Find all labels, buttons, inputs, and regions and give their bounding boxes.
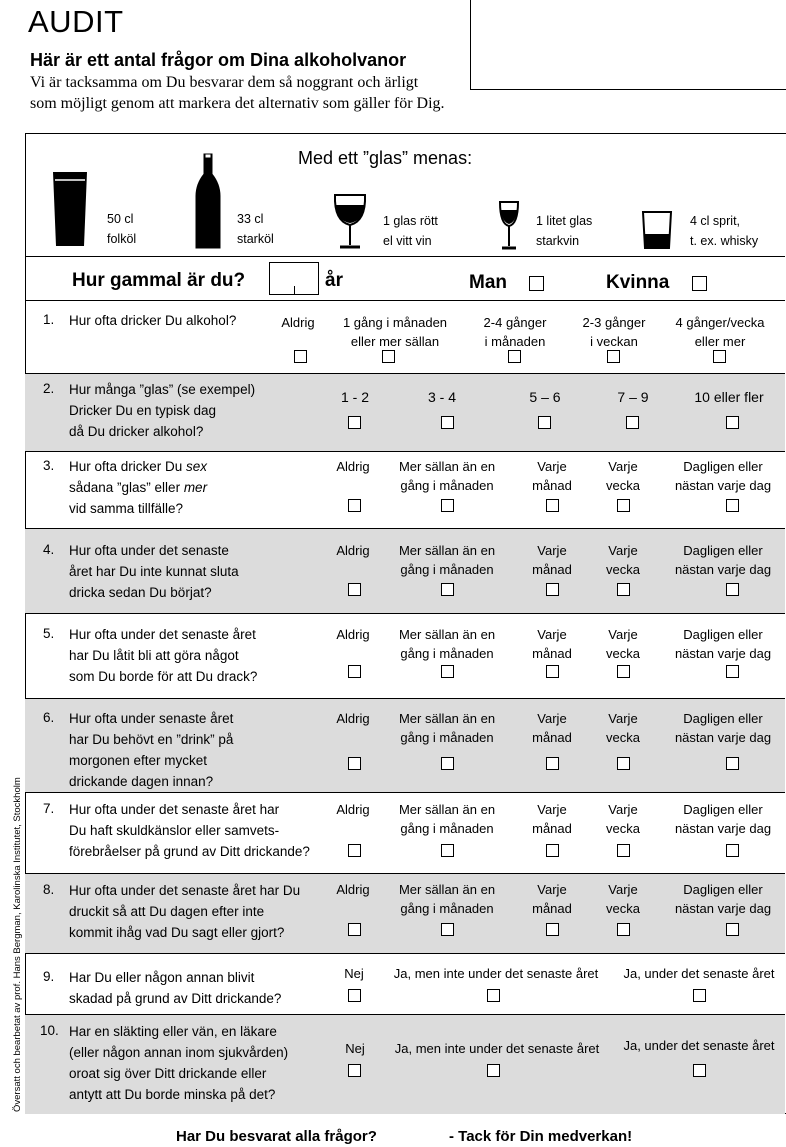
- answer-checkbox[interactable]: [348, 583, 361, 596]
- option-label: Dagligen eller nästan varje dag: [674, 543, 772, 577]
- answer-checkbox[interactable]: [441, 844, 454, 857]
- beer-glass-label: 50 cl folköl: [107, 212, 137, 246]
- beer-glass-icon: [50, 170, 90, 250]
- option-label: 3 - 4: [427, 389, 457, 405]
- option-label: Dagligen eller nästan varje dag: [674, 627, 772, 661]
- option-label: Mer sällan än en gång i månaden: [398, 543, 496, 577]
- answer-checkbox[interactable]: [693, 989, 706, 1002]
- option-label: 7 – 9: [617, 389, 649, 405]
- option-label: Dagligen eller nästan varje dag: [674, 459, 772, 493]
- option-label: Varje månad: [532, 711, 572, 745]
- option-label: 5 – 6: [529, 389, 561, 405]
- answer-checkbox[interactable]: [726, 923, 739, 936]
- female-checkbox[interactable]: [692, 276, 707, 291]
- answer-checkbox[interactable]: [441, 583, 454, 596]
- answer-checkbox[interactable]: [626, 416, 639, 429]
- answer-checkbox[interactable]: [546, 499, 559, 512]
- option-label: Varje vecka: [606, 711, 640, 745]
- answer-checkbox[interactable]: [348, 1064, 361, 1077]
- spirit-glass-icon: [641, 210, 673, 250]
- answer-checkbox[interactable]: [546, 923, 559, 936]
- option-label: 4 gånger/vecka eller mer: [675, 315, 765, 349]
- question-text: Har Du eller någon annan blivit skadad på grund av Ditt drickande?: [69, 970, 282, 1006]
- answer-checkbox[interactable]: [546, 757, 559, 770]
- question-text: Hur ofta dricker Du alkohol?: [69, 313, 237, 328]
- answer-checkbox[interactable]: [726, 757, 739, 770]
- answer-checkbox[interactable]: [348, 757, 361, 770]
- option-label: Varje månad: [532, 802, 572, 836]
- option-label: Varje månad: [532, 882, 572, 916]
- option-label: Varje vecka: [606, 543, 640, 577]
- intro-text-line1: Vi är tacksamma om Du besvarar dem så noggrant och ärligt: [30, 74, 419, 91]
- answer-checkbox[interactable]: [441, 499, 454, 512]
- question-text: Hur ofta under det senaste året har Du haft skuldkänslor eller samvets- förebråelser på grund av Ditt drickande?: [69, 802, 310, 859]
- answer-checkbox[interactable]: [617, 923, 630, 936]
- spirit-glass-label: 4 cl sprit, t. ex. whisky: [690, 214, 759, 248]
- option-label: Ja, men inte under det senaste året: [393, 966, 599, 981]
- age-input[interactable]: [269, 262, 319, 295]
- answer-checkbox[interactable]: [441, 665, 454, 678]
- answer-checkbox[interactable]: [294, 350, 307, 363]
- option-label: 2-4 gånger i månaden: [483, 315, 547, 349]
- question-text: Hur ofta under det senaste året har Du låtit bli att göra något som Du borde för att Du drack?: [69, 627, 258, 684]
- option-label: Varje månad: [532, 459, 572, 493]
- answer-checkbox[interactable]: [726, 844, 739, 857]
- answer-checkbox[interactable]: [348, 844, 361, 857]
- answer-checkbox[interactable]: [726, 416, 739, 429]
- option-label: 1 - 2: [340, 389, 370, 405]
- option-label: Dagligen eller nästan varje dag: [674, 711, 772, 745]
- answer-checkbox[interactable]: [508, 350, 521, 363]
- id-box[interactable]: [470, 0, 786, 90]
- question-number: 7.: [43, 801, 55, 816]
- answer-checkbox[interactable]: [607, 350, 620, 363]
- answer-checkbox[interactable]: [546, 844, 559, 857]
- answer-checkbox[interactable]: [546, 583, 559, 596]
- option-label: Aldrig: [336, 543, 370, 558]
- option-label: Varje vecka: [606, 882, 640, 916]
- footer-thanks: - Tack för Din medverkan!: [449, 1128, 633, 1145]
- answer-checkbox[interactable]: [726, 499, 739, 512]
- question-text: Hur ofta under det senaste året har Du druckit så att Du dagen efter inte kommit ihåg vad Du sagt eller gjort?: [69, 883, 301, 940]
- bottle-icon: [193, 152, 223, 252]
- option-label: Nej: [344, 966, 364, 981]
- fortified-wine-glass-icon: [498, 200, 520, 252]
- answer-checkbox[interactable]: [546, 665, 559, 678]
- answer-checkbox[interactable]: [693, 1064, 706, 1077]
- answer-checkbox[interactable]: [617, 844, 630, 857]
- option-label: Dagligen eller nästan varje dag: [674, 802, 772, 836]
- answer-checkbox[interactable]: [538, 416, 551, 429]
- answer-checkbox[interactable]: [382, 350, 395, 363]
- fortified-wine-label: 1 litet glas starkvin: [536, 214, 593, 248]
- question-number: 4.: [43, 542, 55, 557]
- answer-checkbox[interactable]: [617, 583, 630, 596]
- wine-glass-icon: [332, 193, 368, 251]
- option-label: Varje månad: [532, 627, 572, 661]
- answer-checkbox[interactable]: [617, 499, 630, 512]
- question-number: 5.: [43, 626, 55, 641]
- answer-checkbox[interactable]: [441, 923, 454, 936]
- option-label: Mer sällan än en gång i månaden: [398, 627, 496, 661]
- option-label: Aldrig: [281, 315, 315, 330]
- option-label: Aldrig: [336, 711, 370, 726]
- answer-checkbox[interactable]: [348, 499, 361, 512]
- form-title: AUDIT: [28, 4, 124, 39]
- glass-heading: Med ett ”glas” menas:: [298, 148, 473, 168]
- question-number: 10.: [40, 1023, 59, 1038]
- wine-glass-label: 1 glas rött el vitt vin: [383, 214, 438, 248]
- answer-checkbox[interactable]: [726, 583, 739, 596]
- answer-checkbox[interactable]: [348, 923, 361, 936]
- answer-checkbox[interactable]: [348, 989, 361, 1002]
- question-text: Har en släkting eller vän, en läkare (eller någon annan inom sjukvården) oroat sig över Ditt drickande eller antytt att Du borde minska på det?: [69, 1024, 289, 1102]
- answer-checkbox[interactable]: [441, 416, 454, 429]
- option-label: Aldrig: [336, 627, 370, 642]
- option-label: Varje vecka: [606, 802, 640, 836]
- option-label: 1 gång i månaden eller mer sällan: [342, 315, 448, 349]
- option-label: Dagligen eller nästan varje dag: [674, 882, 772, 916]
- option-label: Varje månad: [532, 543, 572, 577]
- answer-checkbox[interactable]: [617, 665, 630, 678]
- side-credit-text: Översatt och bearbetat av prof. Hans Bergman, Karolinska Institutet, Stockholm: [12, 777, 23, 1112]
- option-label: Nej: [345, 1041, 365, 1056]
- question-number: 9.: [43, 969, 55, 984]
- option-label: Mer sällan än en gång i månaden: [398, 711, 496, 745]
- bottle-label: 33 cl starköl: [237, 212, 274, 246]
- option-label: Aldrig: [336, 459, 370, 474]
- option-label: Varje vecka: [606, 627, 640, 661]
- option-label: Ja, under det senaste året: [623, 966, 775, 981]
- male-checkbox[interactable]: [529, 276, 544, 291]
- question-number: 2.: [43, 381, 55, 396]
- question-number: 1.: [43, 312, 55, 327]
- male-label: Man: [469, 272, 507, 293]
- answer-checkbox[interactable]: [617, 757, 630, 770]
- footer-question: Har Du besvarat alla frågor?: [176, 1128, 377, 1145]
- option-label: 10 eller fler: [694, 389, 764, 405]
- option-label: Ja, men inte under det senaste året: [394, 1041, 600, 1056]
- answer-checkbox[interactable]: [441, 757, 454, 770]
- question-text: Hur många ”glas” (se exempel) Dricker Du en typisk dag då Du dricker alkohol?: [69, 382, 256, 439]
- answer-checkbox[interactable]: [713, 350, 726, 363]
- option-label: Ja, under det senaste året: [623, 1038, 775, 1053]
- question-number: 8.: [43, 882, 55, 897]
- option-label: Mer sällan än en gång i månaden: [398, 882, 496, 916]
- answer-checkbox[interactable]: [487, 1064, 500, 1077]
- female-label: Kvinna: [606, 272, 670, 293]
- option-label: Varje vecka: [606, 459, 640, 493]
- question-number: 6.: [43, 710, 55, 725]
- age-unit: år: [325, 270, 343, 291]
- question-text: Hur ofta under senaste året har Du behövt en ”drink” på morgonen efter mycket drickande dagen innan?: [69, 711, 234, 789]
- form-subtitle: Här är ett antal frågor om Dina alkoholvanor: [30, 50, 407, 70]
- option-label: Mer sällan än en gång i månaden: [398, 802, 496, 836]
- option-label: Mer sällan än en gång i månaden: [398, 459, 496, 493]
- answer-checkbox[interactable]: [348, 665, 361, 678]
- answer-checkbox[interactable]: [487, 989, 500, 1002]
- age-label: Hur gammal är du?: [72, 270, 246, 291]
- option-label: Aldrig: [336, 882, 370, 897]
- question-number: 3.: [43, 458, 55, 473]
- option-label: Aldrig: [336, 802, 370, 817]
- question-text: Hur ofta dricker Du sex sådana ”glas” eller mer vid samma tillfälle?: [69, 459, 208, 516]
- answer-checkbox[interactable]: [726, 665, 739, 678]
- option-label: 2-3 gånger i veckan: [582, 315, 646, 349]
- answer-checkbox[interactable]: [348, 416, 361, 429]
- intro-text-line2: som möjligt genom att markera det alternativ som gäller för Dig.: [30, 95, 445, 112]
- question-text: Hur ofta under det senaste året har Du inte kunnat sluta dricka sedan Du börjat?: [69, 543, 239, 600]
